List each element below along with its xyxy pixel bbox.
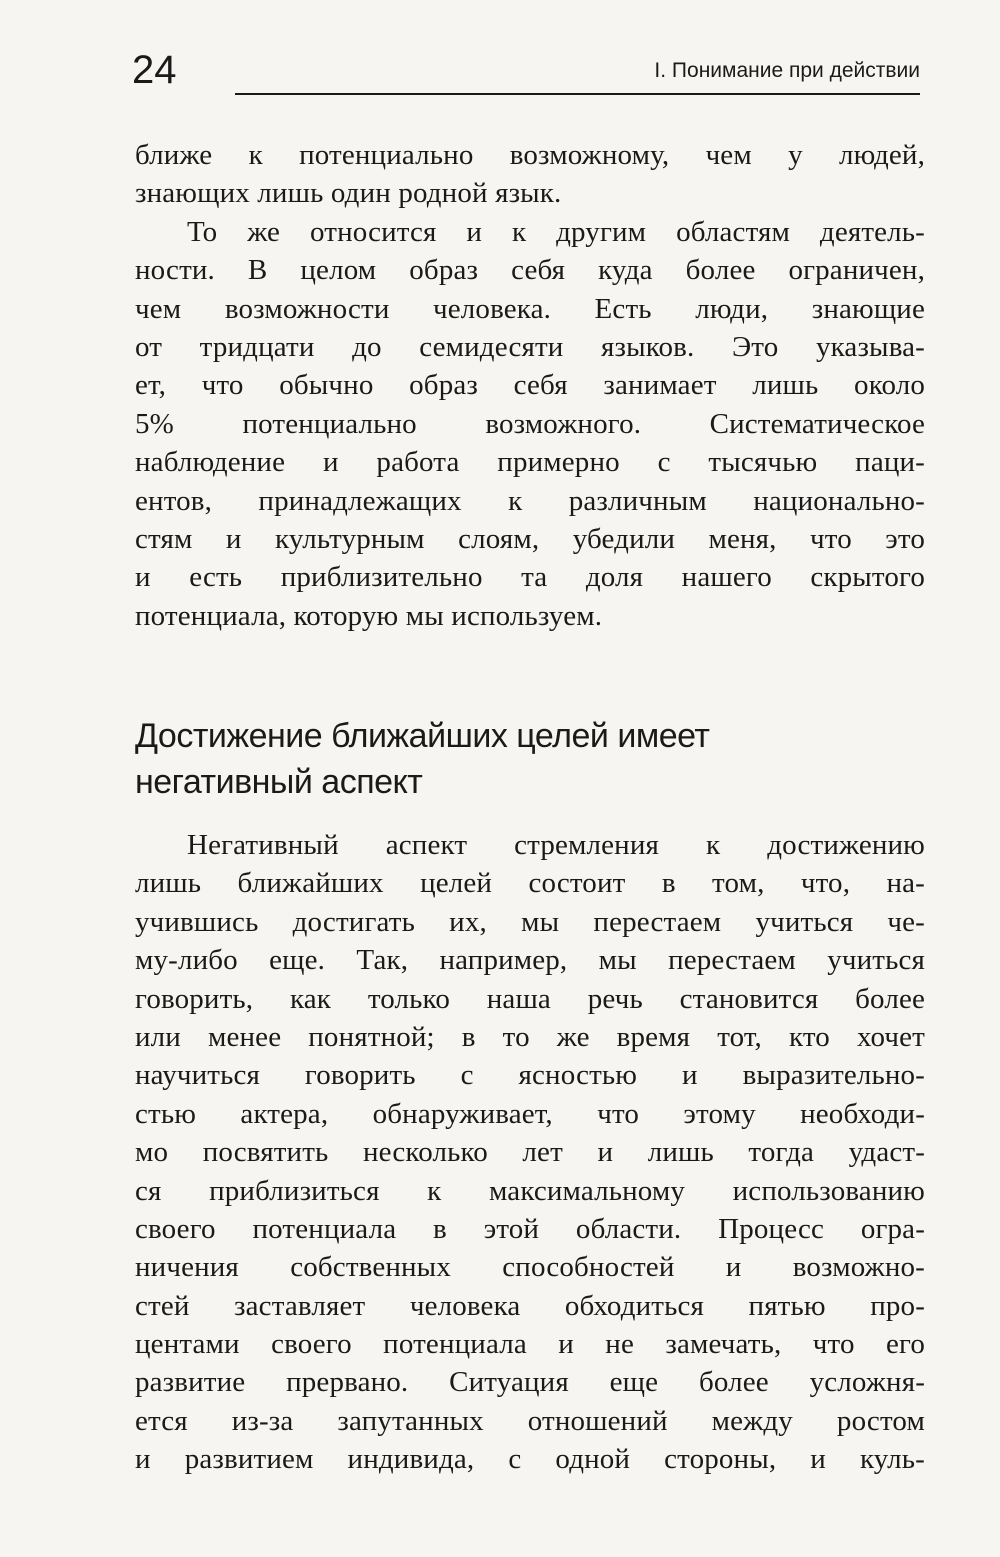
paragraph-block-1 [135, 136, 925, 635]
text-line: мо посвятить несколько лет и лишь тогда удаст- [135, 1136, 925, 1169]
text-line: То же относится и к другим областям деятель- [187, 215, 925, 248]
text-line: и есть приблизительно та доля нашего скрытого [135, 561, 925, 594]
text-line: от тридцати до семидесяти языков. Это указыва- [135, 330, 925, 363]
text-line: центами своего потенциала и не замечать, что его [135, 1328, 925, 1361]
text-line: своего потенциала в этой области. Процесс огра- [135, 1212, 925, 1245]
text-line: или менее понятной; в то же время тот, кто хочет [135, 1020, 925, 1053]
section-heading [135, 713, 925, 805]
text-line: Негативный аспект стремления к достижению [187, 829, 925, 861]
text-line: стей заставляет человека обходиться пятью про- [135, 1289, 925, 1322]
paragraph-block-2 [135, 826, 925, 1479]
text-line: стям и культурным слоям, убедили меня, что это [135, 522, 925, 555]
text-line: учившись достигать их, мы перестаем учиться че- [135, 905, 925, 938]
header-rule [235, 93, 920, 95]
text-line: потенциала, которую мы используем. [135, 599, 603, 632]
text-line: чем возможности человека. Есть люди, знающие [135, 292, 925, 325]
text-line: 5% потенциально возможного. Систематическое [135, 407, 925, 440]
running-head: I. Понимание при действии [654, 59, 920, 82]
text-line: говорить, как только наша речь становится более [135, 982, 925, 1015]
text-line: развитие прервано. Ситуация еще более усложня- [135, 1366, 925, 1399]
text-line: и развитием индивида, с одной стороны, и куль- [135, 1443, 925, 1476]
heading-line: негативный аспект [135, 763, 423, 801]
text-line: ничения собственных способностей и возможно- [135, 1251, 925, 1284]
text-line: стью актера, обнаруживает, что этому необходи- [135, 1097, 925, 1130]
text-line: ет, что обычно образ себя занимает лишь около [135, 369, 925, 402]
text-line: лишь ближайших целей состоит в том, что, на- [135, 867, 925, 900]
text-line: ется из-за запутанных отношений между ростом [135, 1404, 925, 1437]
heading-line: Достижение ближайших целей имеет [135, 717, 710, 755]
text-line: наблюдение и работа примерно с тысячью паци- [135, 446, 925, 479]
text-line: ности. В целом образ себя куда более ограничен, [135, 254, 925, 287]
page-number: 24 [132, 48, 177, 92]
text-line: знающих лишь один родной язык. [135, 177, 562, 210]
text-line: научиться говорить с ясностью и выразительно- [135, 1059, 925, 1092]
text-line: ближе к потенциально возможному, чем у людей, [135, 139, 925, 171]
text-line: ся приблизиться к максимальному использованию [135, 1174, 925, 1207]
text-line: ентов, принадлежащих к различным национально- [135, 484, 925, 517]
text-line: му-либо еще. Так, например, мы перестаем учиться [135, 944, 925, 977]
